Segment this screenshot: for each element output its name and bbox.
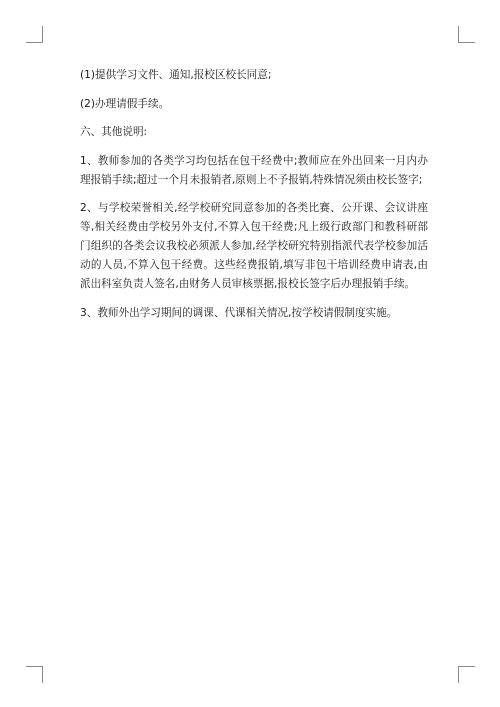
crop-mark-bottom-left	[26, 666, 43, 683]
crop-mark-top-left	[26, 26, 43, 43]
paragraph-2: (2)办理请假手续。	[80, 97, 170, 110]
document-body	[80, 66, 428, 332]
section-heading-other-notes: 六、其他说明:	[80, 126, 148, 138]
paragraph-note-2: 2、与学校荣誉相关,经学校研究同意参加的各类比赛、公开课、会议讲座等,相关经费由学校另外支付,不算入包干经费;凡上级行政部门和教科研部门组织的各类会议我校必须派人参加,经学校研究特别指派代表学校参加活动的人员,不算入包干经费。这些经费报销,填写非包干培训经费申请表,由派出科室负责人签名,由财务人员审核票据,报校长签字后办理报销手续。	[80, 202, 428, 290]
crop-mark-bottom-right	[458, 666, 475, 683]
crop-mark-top-right	[458, 26, 475, 43]
paragraph-1: (1)提供学习文件、通知,报校区校长同意;	[80, 69, 272, 81]
paragraph-note-1: 1、教师参加的各类学习均包括在包干经费中;教师应在外出回来一月内办理报销手续;超过一个月未报销者,原则上不予报销,特殊情况须由校长签字;	[80, 154, 428, 186]
paragraph-note-3: 3、教师外出学习期间的调课、代课相关情况,按学校请假制度实施。	[80, 306, 398, 319]
